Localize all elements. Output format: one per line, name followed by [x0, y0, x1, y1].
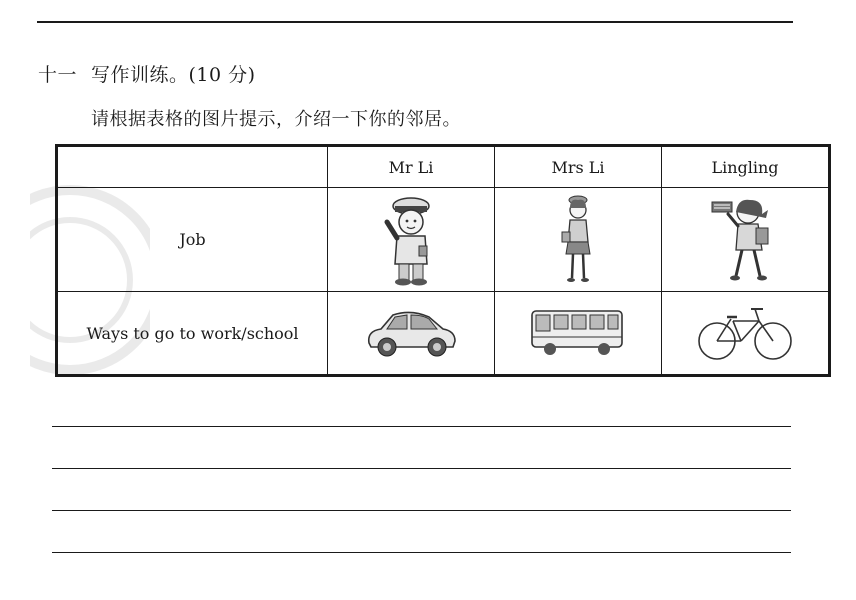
- cell-mr-li-job: [328, 188, 495, 292]
- answer-line-3: [52, 510, 791, 511]
- answer-line-1: [52, 426, 791, 427]
- header-cell-empty: [58, 147, 328, 188]
- car-icon: [363, 305, 459, 361]
- top-rule: [37, 21, 793, 23]
- row-label-job: Job: [58, 188, 328, 292]
- bus-icon: [528, 305, 628, 361]
- section-heading: [38, 60, 256, 87]
- neighbour-table: [57, 146, 829, 375]
- row-label-ways: Ways to go to work/school: [58, 292, 328, 375]
- header-cell-mrs-li: Mrs Li: [495, 147, 662, 188]
- section-title: 写作训练。(10 分): [91, 64, 256, 86]
- cell-lingling-ways: [662, 292, 829, 375]
- table-row-job: [58, 188, 829, 292]
- cell-mrs-li-ways: [495, 292, 662, 375]
- policeman-icon: [381, 192, 441, 288]
- table-header-row: [58, 147, 829, 188]
- section-number: 十一: [38, 64, 78, 86]
- cell-mr-li-ways: [328, 292, 495, 375]
- answer-line-2: [52, 468, 791, 469]
- student-icon: [710, 192, 780, 288]
- bus-conductor-icon: [558, 192, 598, 288]
- instruction-text: 请根据表格的图片提示，介绍一下你的邻居。: [91, 109, 461, 130]
- cell-lingling-job: [662, 188, 829, 292]
- header-cell-lingling: Lingling: [662, 147, 829, 188]
- cell-mrs-li-job: [495, 188, 662, 292]
- table-row-ways: [58, 292, 829, 375]
- answer-line-4: [52, 552, 791, 553]
- bicycle-icon: [695, 303, 795, 363]
- header-cell-mr-li: Mr Li: [328, 147, 495, 188]
